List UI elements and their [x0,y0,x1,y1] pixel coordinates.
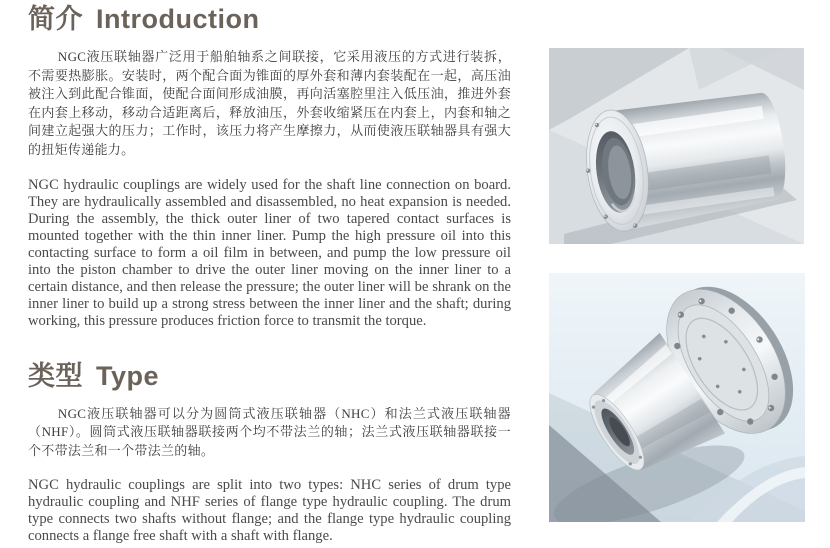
type-heading [28,357,511,392]
flange-coupling-image [549,273,805,522]
type-heading-cn: 类型 [28,360,83,391]
intro-heading [28,0,511,35]
figure-drum-coupling [549,48,804,244]
type-heading-en: Type [96,360,160,391]
figure-flange-coupling [549,273,805,522]
intro-paragraph-cn: NGC液压联轴器广泛用于船舶轴系之间联接，它采用液压的方式进行装拆，不需要热膨胀。安装时，两个配合面为锥面的厚外套和薄内套装配在一起，高压油被注入到此配合锥面，使配合面间形成油膜，再向活塞腔里注入低压油，推进外套在内套上移动，移动合适距离后，释放油压，外套收缩紧压在内套上，内套和轴之间建立起强大的压力；工作时，该压力将产生摩擦力，从而使液压联轴器具有强大的扭矩传递能力。 [28,49,511,157]
intro-heading-cn: 简介 [28,4,83,34]
drum-coupling-image [549,48,804,244]
type-paragraph-en: NGC hydraulic couplings are split into two types: NHC series of drum type hydraulic coupling and NHF series of flange type hydraulic coupling. The drum type connects two shafts without flange; and the flange type hydraulic coupling connects a flange free shaft with a shaft with flange. [28,477,511,545]
text-column [28,0,511,545]
intro-paragraph-en: NGC hydraulic couplings are widely used for the shaft line connection on board. They are hydraulically assembled and disassembled, no heat expansion is needed. During the assembly, the thick outer liner of two tapered contact surfaces is mounted together with the thin inner liner. Pump the high pressure oil into this contacting surface to form a oil film in between, and pump the low pressure oil into the piston chamber to drive the outer liner moving on the inner liner to a certain distance, and then release the pressure; the outer liner will be shrank on the inner liner to build up a strong stress between the inner liner and the shaft; during working, this pressure produces friction force to transmit the torque. [28,176,511,329]
type-paragraph-cn: NGC液压联轴器可以分为圆筒式液压联轴器（NHC）和法兰式液压联轴器（NHF）。圆筒式液压联轴器联接两个均不带法兰的轴；法兰式液压联轴器联接一个不带法兰和一个带法兰的轴。 [28,405,511,458]
intro-heading-en: Introduction [96,4,260,34]
